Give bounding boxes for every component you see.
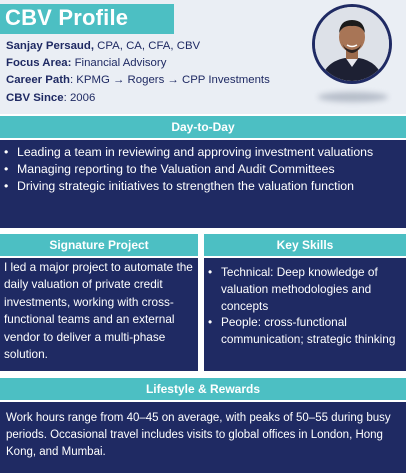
career-path-label: Career Path: [6, 74, 70, 87]
signature-project-text: I led a major project to automate the daily valuation of private credit investments, working with cross-functional teams and an external vendor to deliver a multi-phase solution.: [4, 260, 193, 362]
key-skills-panel: [204, 258, 406, 371]
profile-info: [6, 38, 306, 107]
career-path-line: [6, 72, 306, 89]
lifestyle-text: Work hours range from 40–45 on average, with peaks of 50–55 during busy periods. Occasional travel includes visits to global offices in London, Hong Kong, and Mumbai.: [6, 412, 391, 459]
lifestyle-panel: [0, 402, 406, 473]
focus-area-label: Focus Area:: [6, 57, 72, 70]
avatar-shadow: [318, 92, 388, 102]
profile-photo-icon: [315, 7, 389, 81]
signature-project-heading: Signature Project: [0, 234, 198, 256]
person-name: Sanjay Persaud,: [6, 40, 95, 52]
day-to-day-panel: [0, 140, 406, 228]
signature-project-panel: [0, 258, 198, 371]
cbv-since-label: CBV Since: [6, 91, 64, 104]
lifestyle-heading: Lifestyle & Rewards: [0, 378, 406, 400]
day-to-day-list: [0, 144, 406, 195]
key-skills-heading: Key Skills: [204, 234, 406, 256]
profile-header: [0, 0, 406, 114]
list-item: • People: cross-functional communication; strategic thinking: [204, 314, 402, 348]
list-item: • Managing reporting to the Valuation and Audit Committees: [0, 161, 398, 178]
list-item: • Technical: Deep knowledge of valuation methodologies and concepts: [204, 264, 402, 314]
cbv-since-line: [6, 90, 306, 107]
career-path-value: : KPMG → Rogers → CPP Investments: [69, 74, 270, 87]
list-item: • Leading a team in reviewing and approving investment valuations: [0, 144, 398, 161]
credentials: CPA, CA, CFA, CBV: [94, 40, 201, 52]
name-line: [6, 38, 306, 55]
cbv-since-value: : 2006: [63, 91, 96, 104]
list-item: • Driving strategic initiatives to strengthen the valuation function: [0, 178, 398, 195]
day-to-day-heading: Day-to-Day: [0, 116, 406, 138]
focus-area-line: [6, 55, 306, 72]
avatar: [312, 4, 392, 84]
key-skills-list: [204, 264, 406, 348]
title-banner: [0, 4, 174, 34]
page-title: CBV Profile: [5, 5, 129, 30]
focus-area-value: Financial Advisory: [71, 57, 167, 70]
